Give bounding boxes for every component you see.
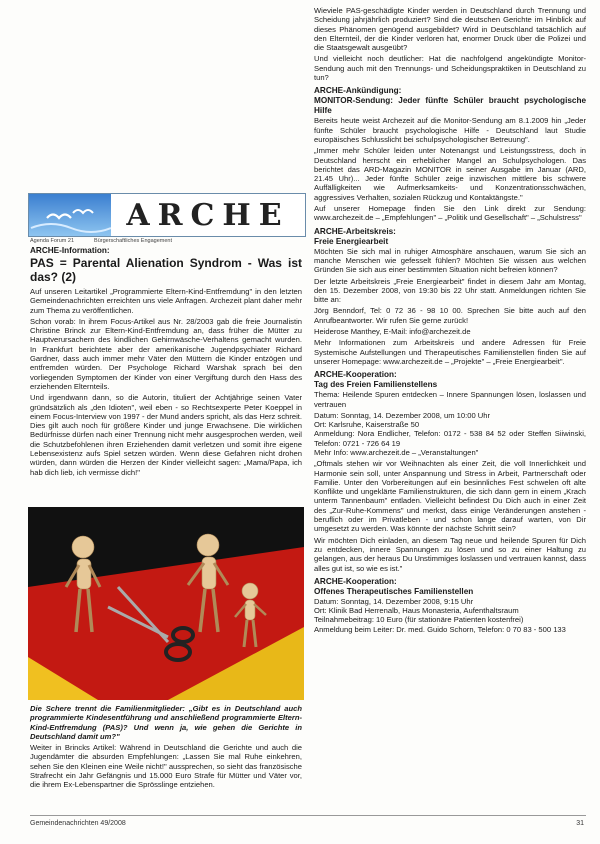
- right-paragraph: Anmeldung beim Leiter: Dr. med. Guido Schorn, Telefon: 0 70 83 - 500 133: [314, 624, 566, 634]
- left-article-top: [30, 246, 302, 479]
- section-title: Freie Energiearbeit: [314, 236, 389, 246]
- right-paragraph: Teilnahmebeitrag: 10 Euro (für stationäre Patienten kostenfrei): [314, 615, 524, 625]
- logo-sub-left: Agenda Forum 21: [30, 238, 75, 244]
- right-paragraph: Ort: Karlsruhe, Kaiserstraße 50: [314, 420, 420, 430]
- right-paragraph: Bereits heute weist Archezeit auf die Monitor-Sendung am 8.1.2009 hin „Jeder fünfte Schüler braucht psychologische Hilfe - Deutschland laut Studie europäisches Schlusslicht bei schulpsychologischer Betreuung".: [314, 116, 586, 144]
- logo-sub-right: Bürgerschaftliches Engagement: [94, 238, 172, 244]
- photo-caption: Die Schere trennt die Familienmitglieder: „Gibt es in Deutschland auch programmierte Kindesentführung und anschließend programmierte Eltern-Kind-Entfremdung (PAS)? Und wenn ja, wie gehen die Gerichte in Deutschland damit um?": [30, 704, 302, 741]
- section-title: Offenes Therapeutisches Familienstellen: [314, 586, 474, 596]
- right-paragraph: Anmeldung: Nora Endlicher, Telefon: 0172 - 538 84 52 oder Steffen Siiwinski, Telefon: 0721 - 726 64 19: [314, 429, 586, 448]
- right-intro: Wieviele PAS-geschädigte Kinder werden in Deutschland durch Trennung und Scheidung jahrjährlich produziert? Sind die deutschen Gerichte im Hinblick auf dieses Phänomen genügend ausgebildet? Wird in Deutschland tatsächlich auf den Elternteil, der die Kinder verloren hat, enormer Druck über die Polizei und die Staatsgewalt ausgeübt?: [314, 6, 586, 53]
- right-paragraph: Datum: Sonntag, 14. Dezember 2008, um 10:00 Uhr: [314, 410, 491, 420]
- logo-subline: [30, 238, 302, 244]
- left-article-bottom: [30, 704, 302, 792]
- right-paragraph: „Oftmals stehen wir vor Weihnachten als einer Zeit, die voll Innerlichkeit und Harmonie sein soll, unter Anspannung und Stress in Arbeit, Partnerschaft oder Familie. Unter den Vorbereitungen auf ein besinnliches Fest schwelen oft alte Konflikte und ungeklärte Familienstrukturen, die sich dann gern in einem „Krach unterm Tannenbaum" entladen. Vielleicht befindest Du Dich auch in einer Zeit des „Zur-Ruhe-Kommens" und merkst, dass einige Veränderungen anstehen - beruflich oder im Privatleben - und schon lange darauf warten, von Dir umgesetzt zu werden. Was könnte der nächste Schritt sein?: [314, 459, 586, 534]
- left-paragraph: Weiter in Brincks Artikel: Während in Deutschland die Gerichte und auch die Jugendämter die absurden Empfehlungen: „Lassen Sie mal Ruhe einkehren, sehen Sie den Kleinen eine Weile nicht!" aussprechen, so sieht das französische Strafrecht ein Jahr Gefängnis und 15.000 Euro Strafe für Mütter und Väter vor, die ihrem Ex-Lebenspartner die Sprösslinge entziehen.: [30, 743, 302, 790]
- left-kicker: ARCHE-Information:: [30, 246, 110, 255]
- right-paragraph: Datum: Sonntag, 14. Dezember 2008, 9:15 Uhr: [314, 596, 474, 606]
- section-title: Tag des Freien Familienstellens: [314, 380, 438, 390]
- right-paragraph: Mehr Informationen zum Arbeitskreis und andere Adressen für Freie Systemische Aufstellungen und Therapeutisches Familienstellen finden Sie auf unserer Homepage: www.archezeit.de – „Projekte" – „Freie Energiearbeit".: [314, 338, 586, 366]
- footer-publication: Gemeindenachrichten 49/2008: [30, 820, 126, 827]
- right-paragraph: Ort: Klinik Bad Herrenalb, Haus Monasteria, Aufenthaltsraum: [314, 606, 519, 616]
- right-paragraph: „Immer mehr Schüler leiden unter Notenangst und Leistungsstress, doch in Deutschland herrscht ein erheblicher Mangel an Schulpsychologen. Das berichtet das ARD-Magazin MONITOR in seiner Ausgabe im Januar (ARD, 21.45 Uhr)... Jeder fünfte Schüler zeige inzwischen mittlere bis schwere Auffälligkeiten wie Aufmerksamkeits- und Konzentrationsschwächen, aggressives Verhalten, sozialen Rückzug und Kontaktängste.": [314, 146, 586, 202]
- right-paragraph: Der letzte Arbeitskreis „Freie Energiearbeit" findet in diesem Jahr am Montag, den 15. Dezember 2008, von 19:30 bis 22 Uhr statt. Anmeldungen richten Sie bitte an:: [314, 276, 586, 305]
- footer-rule: [30, 815, 586, 816]
- right-paragraph: Thema: Heilende Spuren entdecken – Innere Spannungen lösen, loslassen und vertrauen: [314, 390, 586, 409]
- right-paragraph: Wir möchten Dich einladen, an diesem Tag neue und heilende Spuren für Dich zu entdecken, innere Spannungen zu lösen und so zu einer Haltung zu gelangen, aus der heraus Du Unstimmiges loslassen und vertrauen kannst, dass alles gut ist, so wie es ist.": [314, 535, 586, 573]
- section-kicker: ARCHE-Kooperation:: [314, 370, 397, 380]
- section-kicker: ARCHE-Kooperation:: [314, 576, 397, 586]
- arche-logo: [28, 193, 306, 237]
- right-paragraph: Heiderose Manthey, E-Mail: info@archezeit.de: [314, 327, 471, 337]
- left-paragraph: Und irgendwann dann, so die Autorin, tituliert der Achtjährige seinen Vater gründsätzlich als „den Idioten", weil eben - so Rechtsexperte Peter Koeppel in einem Focus-Interview von 1997 - der Mund anders spricht, als das Herz schreit. Dies gilt auch noch für größere Kinder und junge Erwachsene. Die wirklichen Bedürfnisse dürfen nach einer Trennung nicht mehr ausgesprochen werden, weil die Schutzbefohlenen ihren Erziehenden damit verletzen und somit ihre eigene Lebensexistenz aufs Spiel setzen würden. Wenn diese Gefahren nicht drohen würden, dann würden die Herzen der Kinder vielleicht sagen: „Mama/Papa, ich hab dich lieb, ich vermisse dich!": [30, 393, 302, 477]
- section-kicker: ARCHE-Arbeitskreis:: [314, 226, 396, 236]
- right-column: [314, 6, 586, 634]
- left-title: PAS = Parental Alienation Syndrom - Was ist das? (2): [30, 256, 302, 284]
- scissors-photo: [28, 507, 304, 700]
- right-paragraph: Mehr Info: www.archezeit.de – „Veranstaltungen": [314, 447, 479, 457]
- page-number: 31: [576, 820, 584, 827]
- right-paragraph: Jörg Benndorf, Tel: 0 72 36 - 98 10 00. Sprechen Sie bitte auch auf den Anrufbeantworter. Wir rufen Sie gerne zurück!: [314, 306, 586, 325]
- birds-graphic: [29, 194, 111, 236]
- left-paragraph: Auf unseren Leitartikel „Programmierte Eltern-Kind-Entfremdung" in den letzten Gemeindenachrichten erreichten uns viele Anfragen. Archezeit plant daher mehr zum Thema zu veröffentlichen.: [30, 287, 302, 315]
- section-title: MONITOR-Sendung: Jeder fünfte Schüler braucht psychologische Hilfe: [314, 96, 586, 116]
- right-paragraph: Möchten Sie sich mal in ruhiger Atmosphäre anschauen, warum Sie sich an manche Menschen wie gefesselt fühlen? Möchten Sie wissen aus welchen Gründen Sie sich aus einer bestimmten Situation nicht befreien können?: [314, 246, 586, 275]
- section-kicker: ARCHE-Ankündigung:: [314, 86, 402, 96]
- right-intro: Und vielleicht noch deutlicher: Hat die nachfolgend angekündigte Monitor-Sendung auch mit den Trennungs- und Scheidungspraktiken in Deutschland zu tun?: [314, 54, 586, 83]
- right-paragraph: Auf unserer Homepage finden Sie den Link direkt zur Sendung: www.archezeit.de – „Empfehlungen" – „Politik und Gesellschaft" – „Schulstress": [314, 204, 586, 223]
- left-paragraph: Schon vorab: In ihrem Focus-Artikel aus Nr. 28/2003 gab die freie Journalistin Christine Brinck zur Eltern-Kind-Entfremdung an, dass früher die Mütter zu Hauptverursachern des kindlichen Gehirnwäsche-Verhaltens gemacht wurden. In Frankfurt berichtete aber der amerikanische Jugendpsychiater Richard Gardner, dass auch immer mehr Väter den Müttern die Kinder entzögen und entfremden würden. Der Psychologe Richard Warshak sprach bei den vorliegenden Symptomen der Kinder von einer Vergiftung durch den Hass des erziehenden Elternteils.: [30, 316, 302, 391]
- logo-wordmark: ARCHE: [126, 197, 290, 233]
